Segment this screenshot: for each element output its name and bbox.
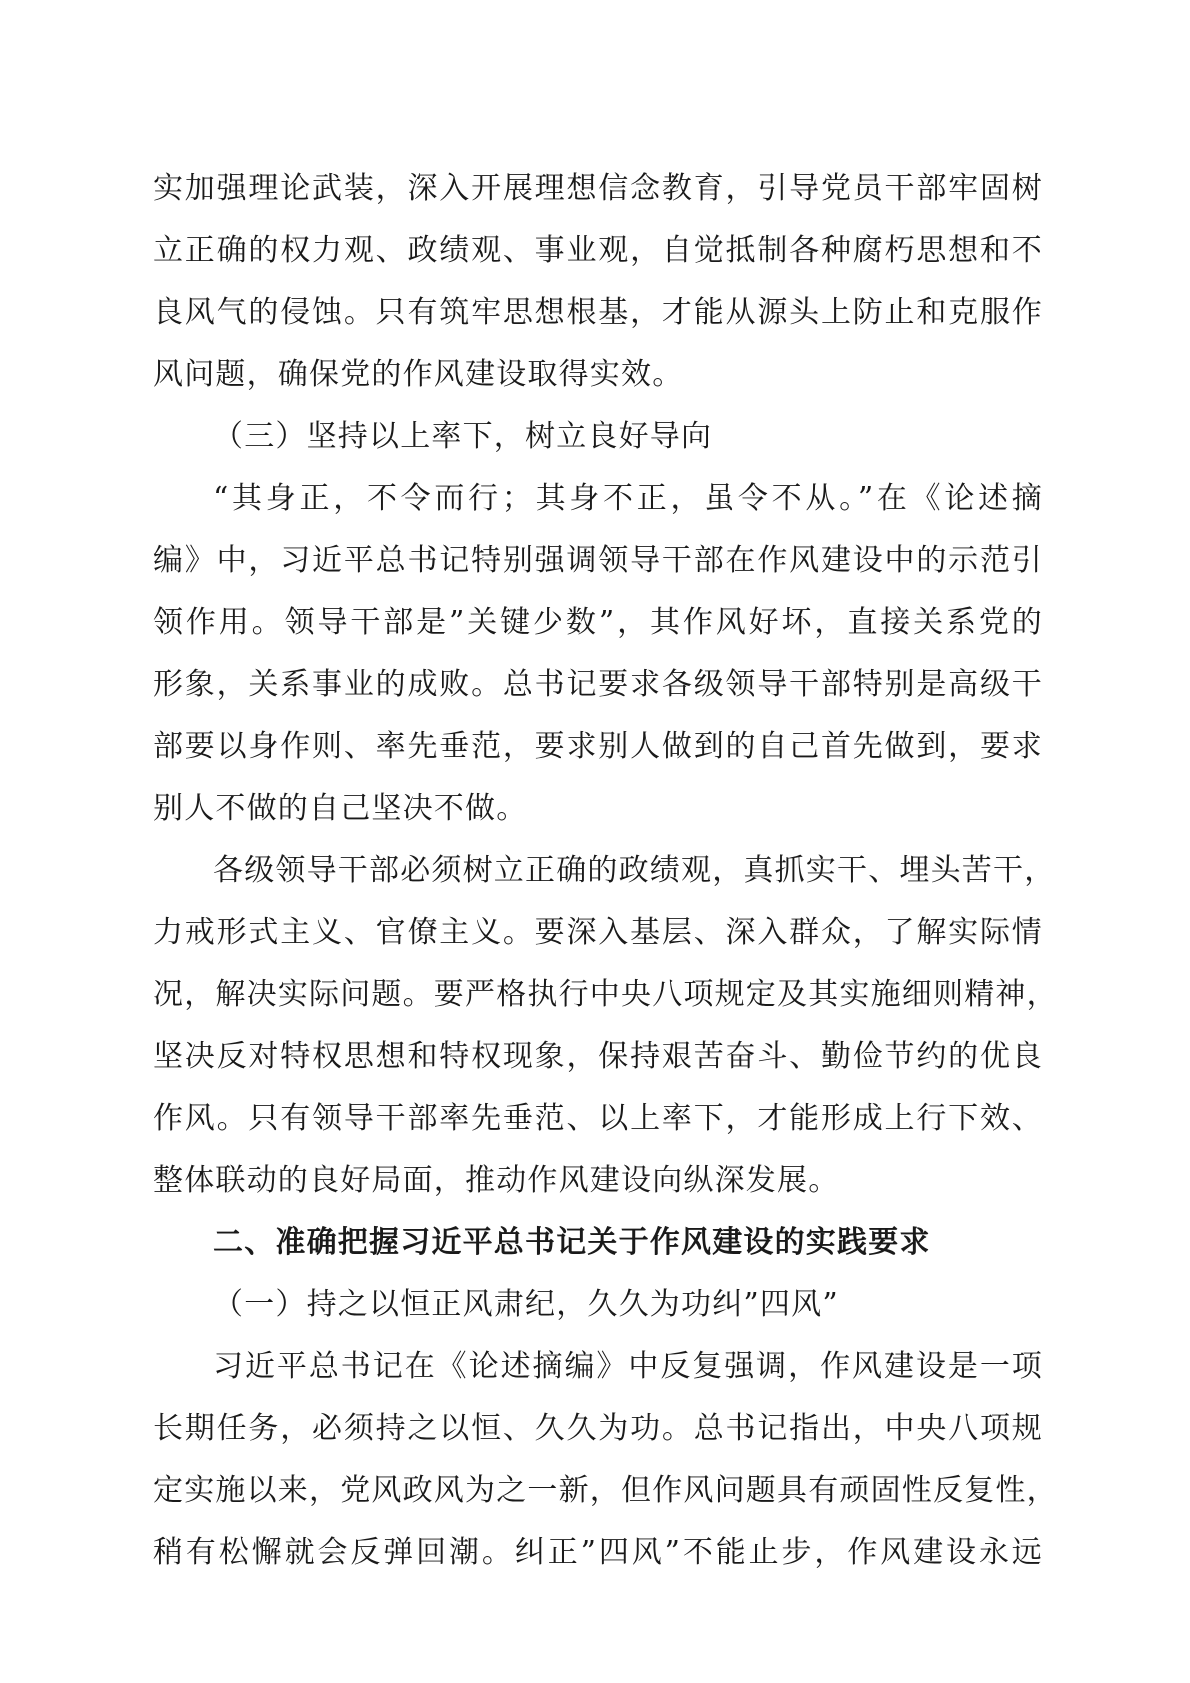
subsection-heading-2-1 — [213, 1274, 1043, 1336]
section-heading-2 — [213, 1212, 1043, 1274]
paragraph-line: 作风。只有领导干部率先垂范、以上率下，才能形成上行下效、 — [153, 1101, 1043, 1136]
subsection-heading-3 — [213, 406, 1043, 468]
paragraph-line: 别人不做的自己坚决不做。 — [153, 791, 528, 826]
paragraph-line: 稍有松懈就会反弹回潮。纠正”四风”不能止步，作风建设永远 — [153, 1535, 1043, 1570]
paragraph-line: 实加强理论武装，深入开展理想信念教育，引导党员干部牢固树 — [153, 171, 1043, 206]
paragraph-line: 长期任务，必须持之以恒、久久为功。总书记指出，中央八项规 — [153, 1411, 1043, 1446]
paragraph-line: 习近平总书记在《论述摘编》中反复强调，作风建设是一项 — [213, 1349, 1043, 1384]
paragraph-line: 定实施以来，党风政风为之一新，但作风问题具有顽固性反复性， — [153, 1473, 1058, 1508]
heading-text: （三）坚持以上率下，树立良好导向 — [213, 419, 713, 454]
paragraph-line: 领作用。领导干部是”关键少数”，其作风好坏，直接关系党的 — [153, 605, 1043, 640]
paragraph-line: 风问题，确保党的作风建设取得实效。 — [153, 357, 684, 392]
paragraph-line: 力戒形式主义、官僚主义。要深入基层、深入群众，了解实际情 — [153, 915, 1043, 950]
paragraph-persistent-effort — [153, 1336, 1058, 1584]
paragraph-continuation — [153, 158, 1043, 406]
paragraph-leadership-example — [153, 468, 1043, 840]
heading-text: 二、准确把握习近平总书记关于作风建设的实践要求 — [213, 1225, 931, 1260]
paragraph-line: “其身正，不令而行；其身不正，虽令不从。”在《论述摘 — [213, 481, 1043, 516]
paragraph-line: 良风气的侵蚀。只有筑牢思想根基，才能从源头上防止和克服作 — [153, 295, 1043, 330]
paragraph-line: 编》中，习近平总书记特别强调领导干部在作风建设中的示范引 — [153, 543, 1043, 578]
paragraph-line: 立正确的权力观、政绩观、事业观，自觉抵制各种腐朽思想和不 — [153, 233, 1043, 268]
heading-text: （一）持之以恒正风肃纪，久久为功纠”四风” — [213, 1287, 839, 1322]
paragraph-line: 况，解决实际问题。要严格执行中央八项规定及其实施细则精神， — [153, 977, 1058, 1012]
paragraph-line: 各级领导干部必须树立正确的政绩观，真抓实干、埋头苦干， — [213, 853, 1056, 888]
paragraph-line: 整体联动的良好局面，推动作风建设向纵深发展。 — [153, 1163, 840, 1198]
paragraph-political-view — [153, 840, 1058, 1212]
paragraph-line: 部要以身作则、率先垂范，要求别人做到的自己首先做到，要求 — [153, 729, 1043, 764]
paragraph-line: 坚决反对特权思想和特权现象，保持艰苦奋斗、勤俭节约的优良 — [153, 1039, 1043, 1074]
paragraph-line: 形象，关系事业的成败。总书记要求各级领导干部特别是高级干 — [153, 667, 1043, 702]
